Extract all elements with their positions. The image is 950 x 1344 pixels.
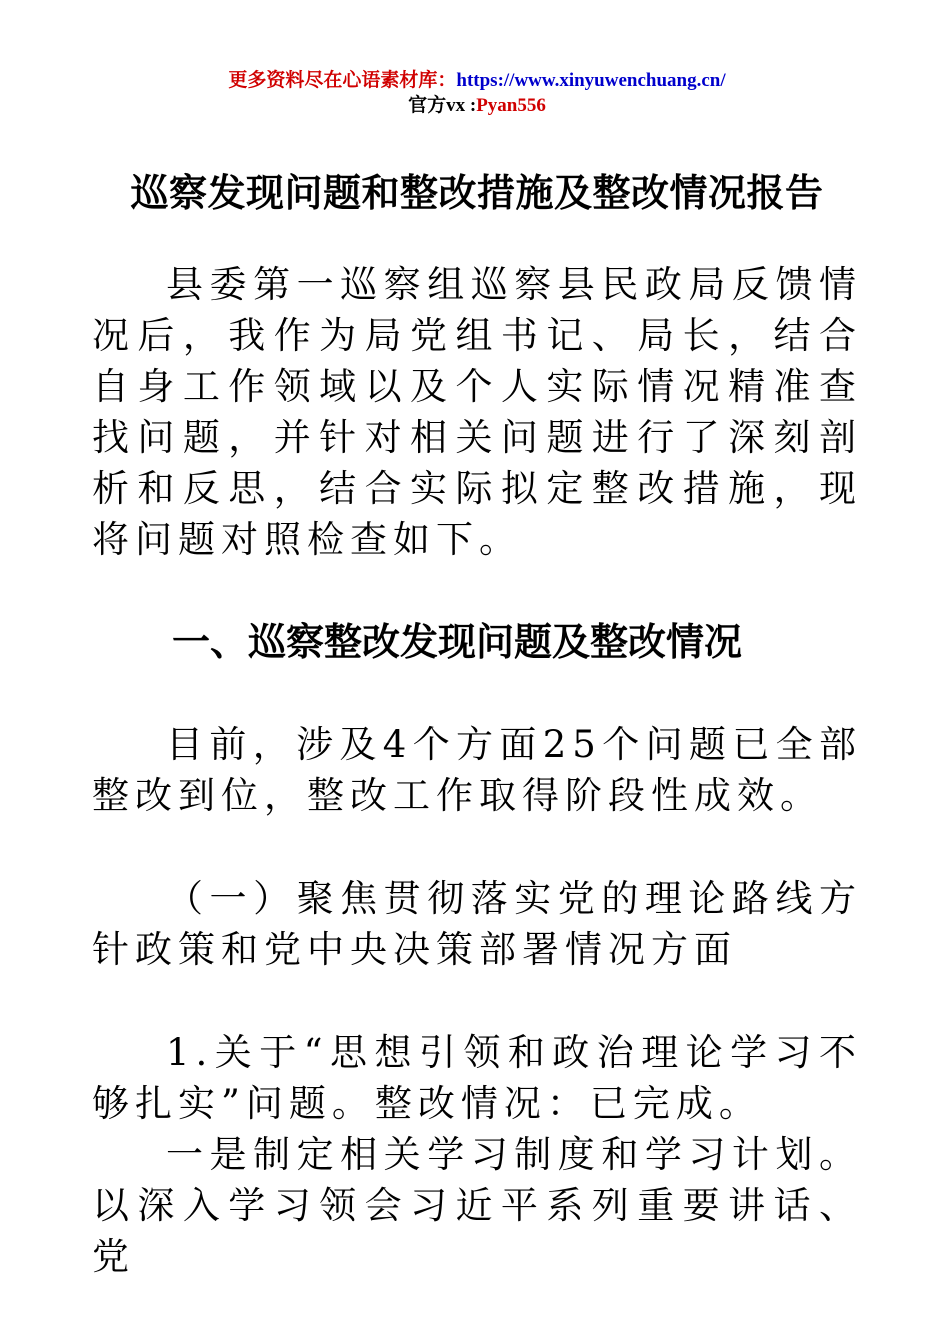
summary-paragraph: 目前，涉及4个方面25个问题已全部整改到位，整改工作取得阶段性成效。: [92, 723, 862, 817]
intro-paragraph: 县委第一巡察组巡察县民政局反馈情况后，我作为局党组书记、局长，结合自身工作领域以及个人实际情况精准查找问题，并针对相关问题进行了深刻剖析和反思，结合实际拟定整改措施，现将问题对照检查如下。: [92, 263, 862, 561]
promo-line: [92, 68, 862, 94]
point-paragraph: 一是制定相关学习制度和学习计划。以深入学习领会习近平系列重要讲话、党: [92, 1133, 862, 1278]
promo-label: 更多资料尽在心语素材库：: [228, 70, 457, 91]
section-heading: 一、巡察整改发现问题及整改情况: [172, 620, 743, 664]
page-header: [92, 0, 862, 118]
wechat-id: Pyan556: [476, 95, 546, 116]
subsection-heading: （一）聚焦贯彻落实党的理论路线方针政策和党中央决策部署情况方面: [92, 877, 862, 971]
promo-link[interactable]: https://www.xinyuwenchuang.cn/: [456, 70, 726, 91]
wechat-label: 官方vx :: [408, 95, 477, 116]
item-paragraph: 1.关于“思想引领和政治理论学习不够扎实”问题。整改情况：已完成。: [92, 1031, 862, 1125]
document-title: 巡察发现问题和整改措施及整改情况报告: [130, 171, 824, 215]
wechat-line: [92, 94, 862, 118]
